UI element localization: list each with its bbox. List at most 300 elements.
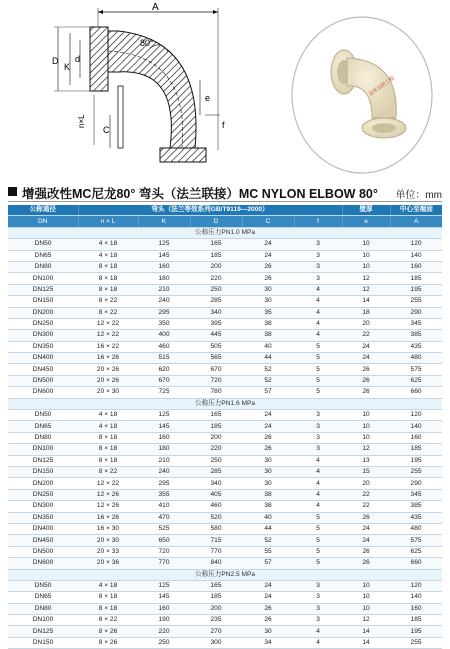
table-cell: 345 xyxy=(390,318,442,329)
table-cell: 16 × 22 xyxy=(78,341,138,352)
table-cell: 40 xyxy=(242,341,294,352)
col-header-nxl: n × L xyxy=(78,216,138,227)
table-cell: 12 × 26 xyxy=(78,489,138,500)
table-cell: 52 xyxy=(242,535,294,546)
table-cell: DN80 xyxy=(8,261,78,272)
table-cell: 235 xyxy=(190,615,242,626)
table-cell: 140 xyxy=(390,592,442,603)
table-cell: 210 xyxy=(138,284,190,295)
table-cell: 4 xyxy=(294,478,342,489)
table-cell: 650 xyxy=(138,535,190,546)
table-row xyxy=(8,353,442,364)
spec-table-body xyxy=(8,227,442,648)
table-cell: 10 xyxy=(342,580,390,591)
table-cell: DN500 xyxy=(8,375,78,386)
table-cell: DN100 xyxy=(8,444,78,455)
table-cell: 145 xyxy=(138,592,190,603)
table-cell: 8 × 18 xyxy=(78,273,138,284)
table-cell: 24 xyxy=(342,523,390,534)
table-cell: 52 xyxy=(242,364,294,375)
table-cell: 24 xyxy=(342,341,390,352)
table-cell: 26 xyxy=(242,444,294,455)
table-cell: 20 xyxy=(342,318,390,329)
table-cell: 160 xyxy=(138,261,190,272)
table-cell: 5 xyxy=(294,375,342,386)
dim-label-nxl: n×L xyxy=(77,114,86,128)
table-cell: 670 xyxy=(138,375,190,386)
dim-label-c: C xyxy=(103,125,110,135)
table-cell: 18 xyxy=(342,307,390,318)
table-cell: 8 × 18 xyxy=(78,432,138,443)
table-cell: 160 xyxy=(390,603,442,614)
table-cell: 625 xyxy=(390,546,442,557)
table-cell: 8 × 18 xyxy=(78,592,138,603)
pressure-group-row xyxy=(8,398,442,409)
table-cell: 8 × 22 xyxy=(78,466,138,477)
table-cell: 580 xyxy=(190,523,242,534)
table-row xyxy=(8,455,442,466)
table-cell: 12 xyxy=(342,273,390,284)
table-cell: DN50 xyxy=(8,239,78,250)
table-cell: 24 xyxy=(242,592,294,603)
table-row xyxy=(8,261,442,272)
table-cell: 26 xyxy=(242,273,294,284)
col-header-k: K xyxy=(138,216,190,227)
table-cell: 3 xyxy=(294,421,342,432)
dim-label-e: e xyxy=(205,93,211,103)
dim-label-angle: 80° xyxy=(140,38,154,48)
table-cell: DN65 xyxy=(8,421,78,432)
table-cell: 8 × 18 xyxy=(78,444,138,455)
table-cell: 8 × 18 xyxy=(78,284,138,295)
table-cell: 24 xyxy=(242,250,294,261)
page-title: 增强改性MC尼龙80° 弯头（法兰联接）MC NYLON ELBOW 80° xyxy=(22,187,378,201)
table-cell: 160 xyxy=(390,432,442,443)
table-cell: 20 × 30 xyxy=(78,387,138,398)
table-cell: DN450 xyxy=(8,364,78,375)
table-cell: 670 xyxy=(190,364,242,375)
table-cell: 410 xyxy=(138,501,190,512)
table-cell: 10 xyxy=(342,421,390,432)
bullet-square-icon xyxy=(8,187,17,196)
table-cell: 290 xyxy=(390,307,442,318)
table-cell: 200 xyxy=(190,261,242,272)
table-cell: 10 xyxy=(342,261,390,272)
col-header-dn: DN xyxy=(8,216,78,227)
table-cell: 40 xyxy=(242,512,294,523)
pressure-group-row xyxy=(8,227,442,238)
spec-table xyxy=(8,205,442,649)
table-cell: 185 xyxy=(190,592,242,603)
table-cell: 26 xyxy=(342,512,390,523)
table-cell: 10 xyxy=(342,432,390,443)
table-row xyxy=(8,592,442,603)
table-cell: 3 xyxy=(294,444,342,455)
table-cell: 120 xyxy=(390,239,442,250)
table-cell: 250 xyxy=(190,455,242,466)
table-row xyxy=(8,318,442,329)
table-cell: 160 xyxy=(138,432,190,443)
table-cell: 345 xyxy=(390,489,442,500)
table-cell: DN600 xyxy=(8,387,78,398)
col-header-wall: 壁厚 xyxy=(342,205,390,216)
table-row xyxy=(8,603,442,614)
table-cell: 145 xyxy=(138,250,190,261)
table-cell: 10 xyxy=(342,603,390,614)
table-cell: 460 xyxy=(138,341,190,352)
table-cell: 3 xyxy=(294,261,342,272)
table-cell: 5 xyxy=(294,512,342,523)
table-cell: 10 xyxy=(342,592,390,603)
table-cell: 26 xyxy=(242,261,294,272)
table-cell: 445 xyxy=(190,330,242,341)
pressure-group-label: 公称压力PN2.5 MPa xyxy=(8,569,442,580)
table-cell: 4 × 18 xyxy=(78,421,138,432)
elbow-product-photo xyxy=(292,17,432,173)
table-row xyxy=(8,421,442,432)
table-row xyxy=(8,432,442,443)
table-cell: 270 xyxy=(190,626,242,637)
table-cell: 250 xyxy=(138,637,190,648)
table-cell: 505 xyxy=(190,341,242,352)
table-cell: 185 xyxy=(190,250,242,261)
table-cell: 5 xyxy=(294,364,342,375)
table-cell: 3 xyxy=(294,410,342,421)
table-cell: 5 xyxy=(294,523,342,534)
table-cell: 30 xyxy=(242,478,294,489)
table-cell: 44 xyxy=(242,523,294,534)
table-cell: DN50 xyxy=(8,580,78,591)
table-cell: 8 × 26 xyxy=(78,637,138,648)
table-row xyxy=(8,489,442,500)
table-cell: 12 xyxy=(342,444,390,455)
table-cell: 4 xyxy=(294,466,342,477)
col-header-d: D xyxy=(190,216,242,227)
table-cell: DN600 xyxy=(8,558,78,569)
table-cell: 3 xyxy=(294,250,342,261)
table-cell: 3 xyxy=(294,432,342,443)
table-cell: 26 xyxy=(342,387,390,398)
table-cell: 38 xyxy=(242,489,294,500)
table-cell: 38 xyxy=(242,318,294,329)
table-cell: 5 xyxy=(294,535,342,546)
table-cell: 4 xyxy=(294,296,342,307)
table-cell: 10 xyxy=(342,410,390,421)
table-cell: 4 × 18 xyxy=(78,239,138,250)
table-cell: 295 xyxy=(138,478,190,489)
table-cell: 30 xyxy=(242,466,294,477)
table-cell: 5 xyxy=(294,353,342,364)
table-cell: 340 xyxy=(190,307,242,318)
table-cell: DN125 xyxy=(8,284,78,295)
table-cell: 3 xyxy=(294,615,342,626)
table-cell: 200 xyxy=(190,432,242,443)
table-cell: 24 xyxy=(242,239,294,250)
table-cell: 8 × 22 xyxy=(78,307,138,318)
table-cell: 30 xyxy=(242,284,294,295)
table-cell: 26 xyxy=(342,375,390,386)
table-cell: 4 xyxy=(294,284,342,295)
table-cell: DN125 xyxy=(8,455,78,466)
table-row xyxy=(8,626,442,637)
table-cell: DN125 xyxy=(8,626,78,637)
table-cell: DN150 xyxy=(8,637,78,648)
dim-label-d-inner: d xyxy=(75,54,81,64)
table-cell: 5 xyxy=(294,387,342,398)
table-row xyxy=(8,444,442,455)
table-cell: 38 xyxy=(242,501,294,512)
table-cell: 165 xyxy=(190,410,242,421)
table-cell: 140 xyxy=(390,250,442,261)
table-cell: 140 xyxy=(390,421,442,432)
table-cell: 240 xyxy=(138,296,190,307)
table-cell: DN250 xyxy=(8,318,78,329)
dim-label-d-outer: D xyxy=(52,56,59,66)
table-cell: 660 xyxy=(390,387,442,398)
table-cell: 20 × 26 xyxy=(78,375,138,386)
table-row xyxy=(8,250,442,261)
table-row xyxy=(8,364,442,375)
table-cell: 385 xyxy=(390,501,442,512)
table-cell: 720 xyxy=(190,375,242,386)
table-cell: 4 xyxy=(294,637,342,648)
table-cell: 290 xyxy=(390,478,442,489)
table-cell: 12 × 26 xyxy=(78,501,138,512)
table-row xyxy=(8,478,442,489)
table-cell: DN250 xyxy=(8,489,78,500)
table-cell: 840 xyxy=(190,558,242,569)
table-cell: 57 xyxy=(242,558,294,569)
table-cell: 300 xyxy=(190,637,242,648)
table-cell: DN65 xyxy=(8,250,78,261)
table-cell: 565 xyxy=(190,353,242,364)
table-cell: 255 xyxy=(390,466,442,477)
table-cell: 8 × 22 xyxy=(78,296,138,307)
table-cell: 470 xyxy=(138,512,190,523)
table-cell: 3 xyxy=(294,580,342,591)
table-cell: DN300 xyxy=(8,330,78,341)
table-cell: DN80 xyxy=(8,432,78,443)
table-cell: 145 xyxy=(138,421,190,432)
table-row xyxy=(8,512,442,523)
table-cell: 12 × 22 xyxy=(78,330,138,341)
table-cell: 715 xyxy=(190,535,242,546)
table-cell: DN65 xyxy=(8,592,78,603)
table-cell: 575 xyxy=(390,535,442,546)
table-cell: 12 xyxy=(342,615,390,626)
table-cell: 30 xyxy=(242,626,294,637)
table-cell: 285 xyxy=(190,466,242,477)
table-cell: 195 xyxy=(390,284,442,295)
table-cell: 200 xyxy=(190,603,242,614)
table-row xyxy=(8,330,442,341)
table-row xyxy=(8,307,442,318)
table-cell: 725 xyxy=(138,387,190,398)
table-cell: DN100 xyxy=(8,615,78,626)
col-header-c: C xyxy=(242,216,294,227)
table-cell: 8 × 22 xyxy=(78,615,138,626)
elbow-figures xyxy=(0,0,450,180)
table-cell: 3 xyxy=(294,273,342,284)
table-row xyxy=(8,535,442,546)
table-cell: 520 xyxy=(190,512,242,523)
table-row xyxy=(8,341,442,352)
table-cell: 26 xyxy=(242,432,294,443)
table-row xyxy=(8,523,442,534)
table-cell: 20 × 33 xyxy=(78,546,138,557)
table-cell: 14 xyxy=(342,626,390,637)
dim-label-k: K xyxy=(64,62,71,72)
table-header-row-1 xyxy=(8,205,442,216)
table-cell: 35 xyxy=(242,307,294,318)
table-cell: 22 xyxy=(342,489,390,500)
col-header-e: e xyxy=(342,216,390,227)
table-cell: 195 xyxy=(390,455,442,466)
table-cell: 435 xyxy=(390,341,442,352)
table-cell: 24 xyxy=(242,421,294,432)
table-cell: 24 xyxy=(242,580,294,591)
table-cell: 405 xyxy=(190,489,242,500)
table-cell: 5 xyxy=(294,546,342,557)
table-cell: DN100 xyxy=(8,273,78,284)
table-cell: 460 xyxy=(190,501,242,512)
table-cell: 255 xyxy=(390,296,442,307)
table-cell: 255 xyxy=(390,637,442,648)
table-cell: 385 xyxy=(390,330,442,341)
elbow-section-drawing xyxy=(52,2,225,162)
table-cell: 10 xyxy=(342,239,390,250)
table-cell: 4 × 18 xyxy=(78,410,138,421)
table-cell: DN400 xyxy=(8,353,78,364)
table-cell: DN150 xyxy=(8,466,78,477)
table-cell: 480 xyxy=(390,353,442,364)
table-row xyxy=(8,387,442,398)
table-cell: 24 xyxy=(242,410,294,421)
table-cell: 57 xyxy=(242,387,294,398)
table-cell: 20 xyxy=(342,478,390,489)
col-header-a: A xyxy=(390,216,442,227)
table-cell: 160 xyxy=(138,603,190,614)
table-cell: 125 xyxy=(138,580,190,591)
table-row xyxy=(8,375,442,386)
table-cell: 355 xyxy=(138,489,190,500)
table-cell: 16 × 26 xyxy=(78,512,138,523)
table-cell: 20 × 26 xyxy=(78,364,138,375)
table-cell: DN80 xyxy=(8,603,78,614)
table-cell: 55 xyxy=(242,546,294,557)
table-cell: 4 xyxy=(294,455,342,466)
table-row xyxy=(8,273,442,284)
table-cell: 26 xyxy=(242,603,294,614)
table-cell: 22 xyxy=(342,330,390,341)
table-row xyxy=(8,296,442,307)
table-cell: DN200 xyxy=(8,478,78,489)
table-cell: 125 xyxy=(138,239,190,250)
table-cell: 4 xyxy=(294,307,342,318)
table-header-row-2 xyxy=(8,216,442,227)
table-cell: 4 xyxy=(294,330,342,341)
table-cell: 12 × 22 xyxy=(78,318,138,329)
table-cell: 8 × 18 xyxy=(78,455,138,466)
table-cell: 185 xyxy=(190,421,242,432)
dim-label-f: f xyxy=(222,120,225,130)
table-cell: 125 xyxy=(138,410,190,421)
table-row xyxy=(8,466,442,477)
table-cell: 220 xyxy=(190,273,242,284)
table-cell: 240 xyxy=(138,466,190,477)
table-cell: 44 xyxy=(242,353,294,364)
table-cell: 435 xyxy=(390,512,442,523)
table-cell: 350 xyxy=(138,318,190,329)
pressure-group-label: 公称压力PN1.6 MPa xyxy=(8,398,442,409)
col-header-dn-cn: 公称通径 xyxy=(8,205,78,216)
table-cell: DN350 xyxy=(8,512,78,523)
table-cell: 3 xyxy=(294,603,342,614)
table-cell: 295 xyxy=(138,307,190,318)
table-cell: DN200 xyxy=(8,307,78,318)
table-cell: 210 xyxy=(138,455,190,466)
table-cell: 13 xyxy=(342,455,390,466)
table-row xyxy=(8,284,442,295)
table-cell: 5 xyxy=(294,558,342,569)
unit-label: 单位：mm xyxy=(395,190,442,201)
table-cell: 26 xyxy=(342,546,390,557)
table-cell: DN450 xyxy=(8,535,78,546)
col-header-center: 中心至端面 xyxy=(390,205,442,216)
table-cell: 4 × 18 xyxy=(78,580,138,591)
table-cell: 340 xyxy=(190,478,242,489)
table-cell: 195 xyxy=(390,626,442,637)
table-cell: 185 xyxy=(390,615,442,626)
table-cell: 400 xyxy=(138,330,190,341)
table-cell: 515 xyxy=(138,353,190,364)
table-cell: 22 xyxy=(342,501,390,512)
table-cell: 34 xyxy=(242,637,294,648)
photo-stamp: 金环安防工程 xyxy=(367,75,396,98)
table-cell: 4 xyxy=(294,489,342,500)
table-cell: 26 xyxy=(342,364,390,375)
table-cell: 52 xyxy=(242,375,294,386)
table-cell: DN400 xyxy=(8,523,78,534)
table-cell: 4 × 18 xyxy=(78,250,138,261)
table-cell: 180 xyxy=(138,273,190,284)
pressure-group-row xyxy=(8,569,442,580)
table-cell: DN150 xyxy=(8,296,78,307)
table-cell: 185 xyxy=(390,444,442,455)
table-cell: 120 xyxy=(390,580,442,591)
table-row xyxy=(8,637,442,648)
table-cell: 4 xyxy=(294,626,342,637)
table-cell: 8 × 18 xyxy=(78,603,138,614)
table-cell: 3 xyxy=(294,239,342,250)
table-row xyxy=(8,558,442,569)
table-cell: 26 xyxy=(342,558,390,569)
table-row xyxy=(8,501,442,512)
table-cell: 165 xyxy=(190,239,242,250)
table-cell: 180 xyxy=(138,444,190,455)
table-cell: 24 xyxy=(342,353,390,364)
table-cell: 285 xyxy=(190,296,242,307)
table-cell: 770 xyxy=(190,546,242,557)
table-cell: 30 xyxy=(242,296,294,307)
table-cell: 220 xyxy=(138,626,190,637)
col-header-f: f xyxy=(294,216,342,227)
table-cell: 625 xyxy=(390,375,442,386)
table-cell: 185 xyxy=(390,273,442,284)
table-cell: 16 × 30 xyxy=(78,523,138,534)
table-row xyxy=(8,239,442,250)
table-cell: 770 xyxy=(138,558,190,569)
